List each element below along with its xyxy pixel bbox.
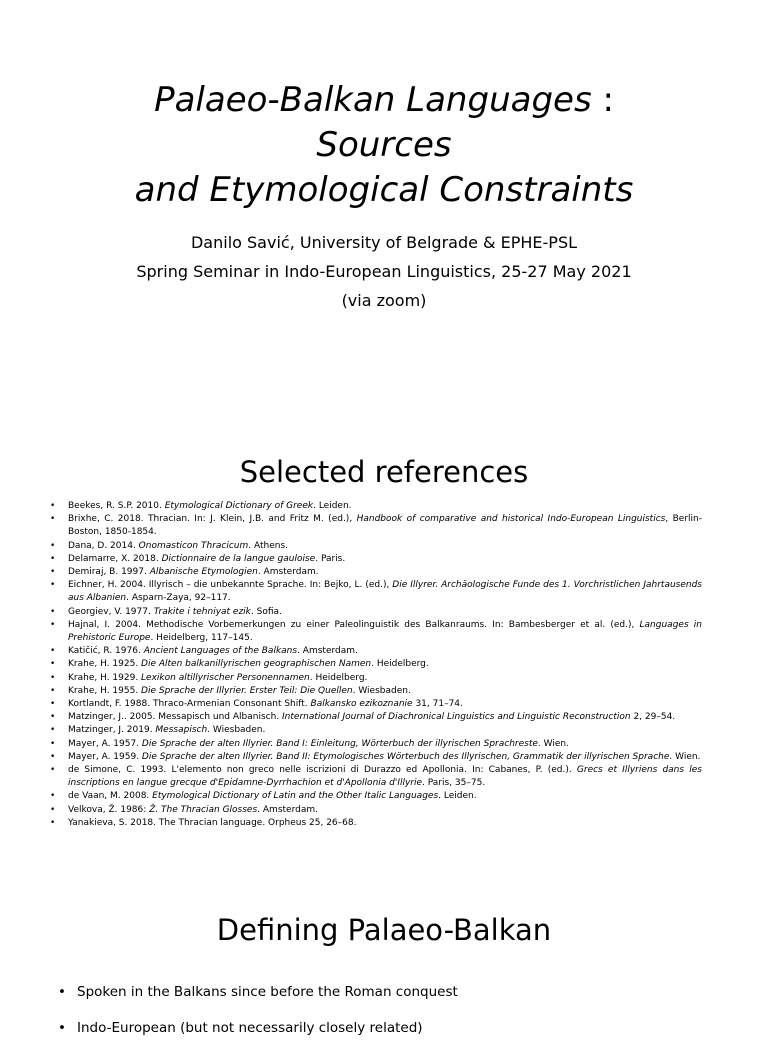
reference-item <box>50 566 702 579</box>
reference-item <box>50 658 702 671</box>
event-line: Spring Seminar in Indo-European Linguistics, 25-27 May 2021 <box>136 262 632 281</box>
reference-text: . Heidelberg. <box>309 672 368 683</box>
mode-line: (via zoom) <box>341 291 427 310</box>
reference-text: 2, 29–54. <box>630 712 676 723</box>
reference-title: Ž. The Thracian Glosses <box>149 804 258 815</box>
reference-text: . Wiesbaden. <box>352 685 411 696</box>
reference-title: Die Illyrer. Archäologische Funde des 1. Vorchristlichen Jahrtausends aus Albanien <box>68 580 702 604</box>
reference-item <box>50 553 702 566</box>
title-slide <box>0 0 768 380</box>
reference-item <box>50 724 702 737</box>
defining-slide <box>0 880 768 1036</box>
reference-title: Albanische Etymologien <box>149 567 258 578</box>
reference-item <box>50 751 702 764</box>
reference-item <box>50 738 702 751</box>
reference-list <box>50 500 702 830</box>
reference-title: Handbook of comparative and historical Indo-European Linguistics <box>356 514 666 525</box>
reference-title: Onomasticon Thracicum <box>138 540 249 551</box>
reference-text: Yanakieva, S. 2018. The Thracian language. Orpheus 25, 26–68. <box>68 817 357 828</box>
reference-text: Dana, D. 2014. <box>68 540 139 551</box>
reference-title: Grecs et Illyriens dans les inscriptions en langue grecque d'Epidamne-Dyrrhachion et d'Apollonia d'Illyrie <box>68 765 702 789</box>
reference-title: Trakite i tehniyat ezik <box>153 606 251 617</box>
reference-title: International Journal of Diachronical Linguistics and Linguistic Reconstruction <box>282 712 631 723</box>
defining-bullet-list <box>58 974 738 1046</box>
reference-text: . Athens. <box>248 540 289 551</box>
reference-text: . Leiden. <box>313 501 352 511</box>
reference-text: . Amsterdam. <box>257 567 319 578</box>
reference-text: Beekes, R. S.P. 2010. <box>68 501 165 511</box>
reference-item <box>50 606 702 619</box>
title-line-2: Sources <box>316 125 452 165</box>
reference-item <box>50 513 702 539</box>
defining-heading: Defining Palaeo-Balkan <box>216 913 552 947</box>
reference-text: Matzinger, J. 2019. <box>68 725 156 736</box>
reference-title: Etymological Dictionary of Greek <box>164 501 314 511</box>
reference-item <box>50 711 702 724</box>
reference-text: Krahe, H. 1929. <box>68 672 142 683</box>
title-line-1 <box>0 78 768 123</box>
reference-item <box>50 619 702 645</box>
reference-title: Die Sprache der alten Illyrier. Band II: Etymologisches Wörterbuch des Illyrischen, Grammatik der illyrischen Sprache <box>141 751 670 762</box>
reference-text: Brixhe, C. 2018. Thracian. In: J. Klein, J.B. and Fritz M. (ed.), <box>68 514 357 525</box>
reference-text: 31, 71–74. <box>412 699 463 710</box>
reference-text: . Wien. <box>669 751 701 762</box>
reference-text: . Sofia. <box>250 606 282 617</box>
title-line-1-colon: : <box>591 80 614 120</box>
reference-text: Velkova, Ž. 1986: <box>68 804 150 815</box>
reference-text: . Amsterdam. <box>257 804 318 815</box>
reference-text: Georgiev, V. 1977. <box>68 606 154 617</box>
reference-text: Mayer, A. 1959. <box>68 751 142 762</box>
reference-title: Languages in Prehistoric Europe <box>68 619 702 644</box>
reference-text: . Amsterdam. <box>297 646 358 657</box>
reference-text: . Heidelberg. <box>371 659 429 670</box>
reference-title: Messapisch <box>155 725 208 736</box>
reference-text: Kortlandt, F. 1988. Thraco-Armenian Consonant Shift. <box>68 699 311 710</box>
reference-item <box>50 698 702 711</box>
reference-title: Balkansko ezikoznanie <box>310 699 413 710</box>
title-subtitle <box>0 228 768 315</box>
reference-title: Etymological Dictionary of Latin and the Other Italic Languages <box>152 791 439 802</box>
reference-item <box>50 500 702 513</box>
reference-text: . Heidelberg, 117–145. <box>150 633 253 644</box>
reference-text: Mayer, A. 1957. <box>68 738 142 749</box>
reference-text: Matzinger, J.. 2005. Messapisch und Albanisch. <box>68 712 283 723</box>
reference-title: Die Sprache der alten Illyrier. Band I: Einleitung, Wörterbuch der illyrischen Sprachreste <box>141 738 538 749</box>
reference-text: Delamarre, X. 2018. <box>68 553 162 564</box>
author-line: Danilo Savić, University of Belgrade & EPHE-PSL <box>190 233 578 252</box>
defining-bullet: • Spoken in the Balkans since before the Roman conquest <box>58 974 738 1010</box>
reference-text: Krahe, H. 1955. <box>68 685 142 696</box>
reference-item <box>50 790 702 803</box>
reference-item <box>50 804 702 817</box>
reference-text: . Asparn-Zaya, 92–117. <box>126 593 231 604</box>
title-line-3: and Etymological Constraints <box>134 170 634 210</box>
reference-text: de Vaan, M. 2008. <box>68 791 153 802</box>
title-line-1-italic: Palaeo-Balkan Languages <box>154 80 592 120</box>
reference-title: Ancient Languages of the Balkans <box>143 646 298 657</box>
reference-item <box>50 817 702 830</box>
reference-title: Lexikon altillyrischer Personennamen <box>141 672 310 683</box>
reference-text: Katičić, R. 1976. <box>68 646 144 657</box>
presentation-title <box>0 78 768 213</box>
reference-title: Die Sprache der Illyrier. Erster Teil: Die Quellen <box>141 685 353 696</box>
reference-text: . Leiden. <box>438 791 477 802</box>
reference-item <box>50 540 702 553</box>
reference-title: Dictionnaire de la langue gauloise <box>161 553 316 564</box>
reference-text: de Simone, C. 1993. L'elemento non greco nelle iscrizioni di Durazzo ed Apollonia. In: Cabanes, P. (ed.). <box>68 765 577 776</box>
reference-item <box>50 579 702 605</box>
reference-item <box>50 764 702 790</box>
references-heading: Selected references <box>239 455 529 489</box>
defining-bullet: • Indo-European (but not necessarily closely related) <box>58 1010 738 1046</box>
reference-title: Die Alten balkanillyrischen geographischen Namen <box>141 659 372 670</box>
reference-item <box>50 645 702 658</box>
reference-text: . Wiesbaden. <box>207 725 266 736</box>
reference-text: . Wien. <box>537 738 569 749</box>
reference-text: Hajnal, I. 2004. Methodische Vorbemerkungen zu einer Paleolinguistik des Balkanraums. In: Bambesberger et al. (ed.), <box>68 619 640 630</box>
reference-item <box>50 685 702 698</box>
references-slide <box>0 440 768 860</box>
reference-text: Krahe, H. 1925. <box>68 659 142 670</box>
reference-text: Eichner, H. 2004. Illyrisch – die unbekannte Sprache. In: Bejko, L. (ed.), <box>68 580 393 591</box>
reference-text: . Paris, 35–75. <box>422 778 486 789</box>
reference-item <box>50 672 702 685</box>
reference-text: . Paris. <box>315 553 346 564</box>
reference-text: Demiraj, B. 1997. <box>68 567 150 578</box>
reference-text: , Berlin-Boston, 1850-1854. <box>68 514 702 538</box>
